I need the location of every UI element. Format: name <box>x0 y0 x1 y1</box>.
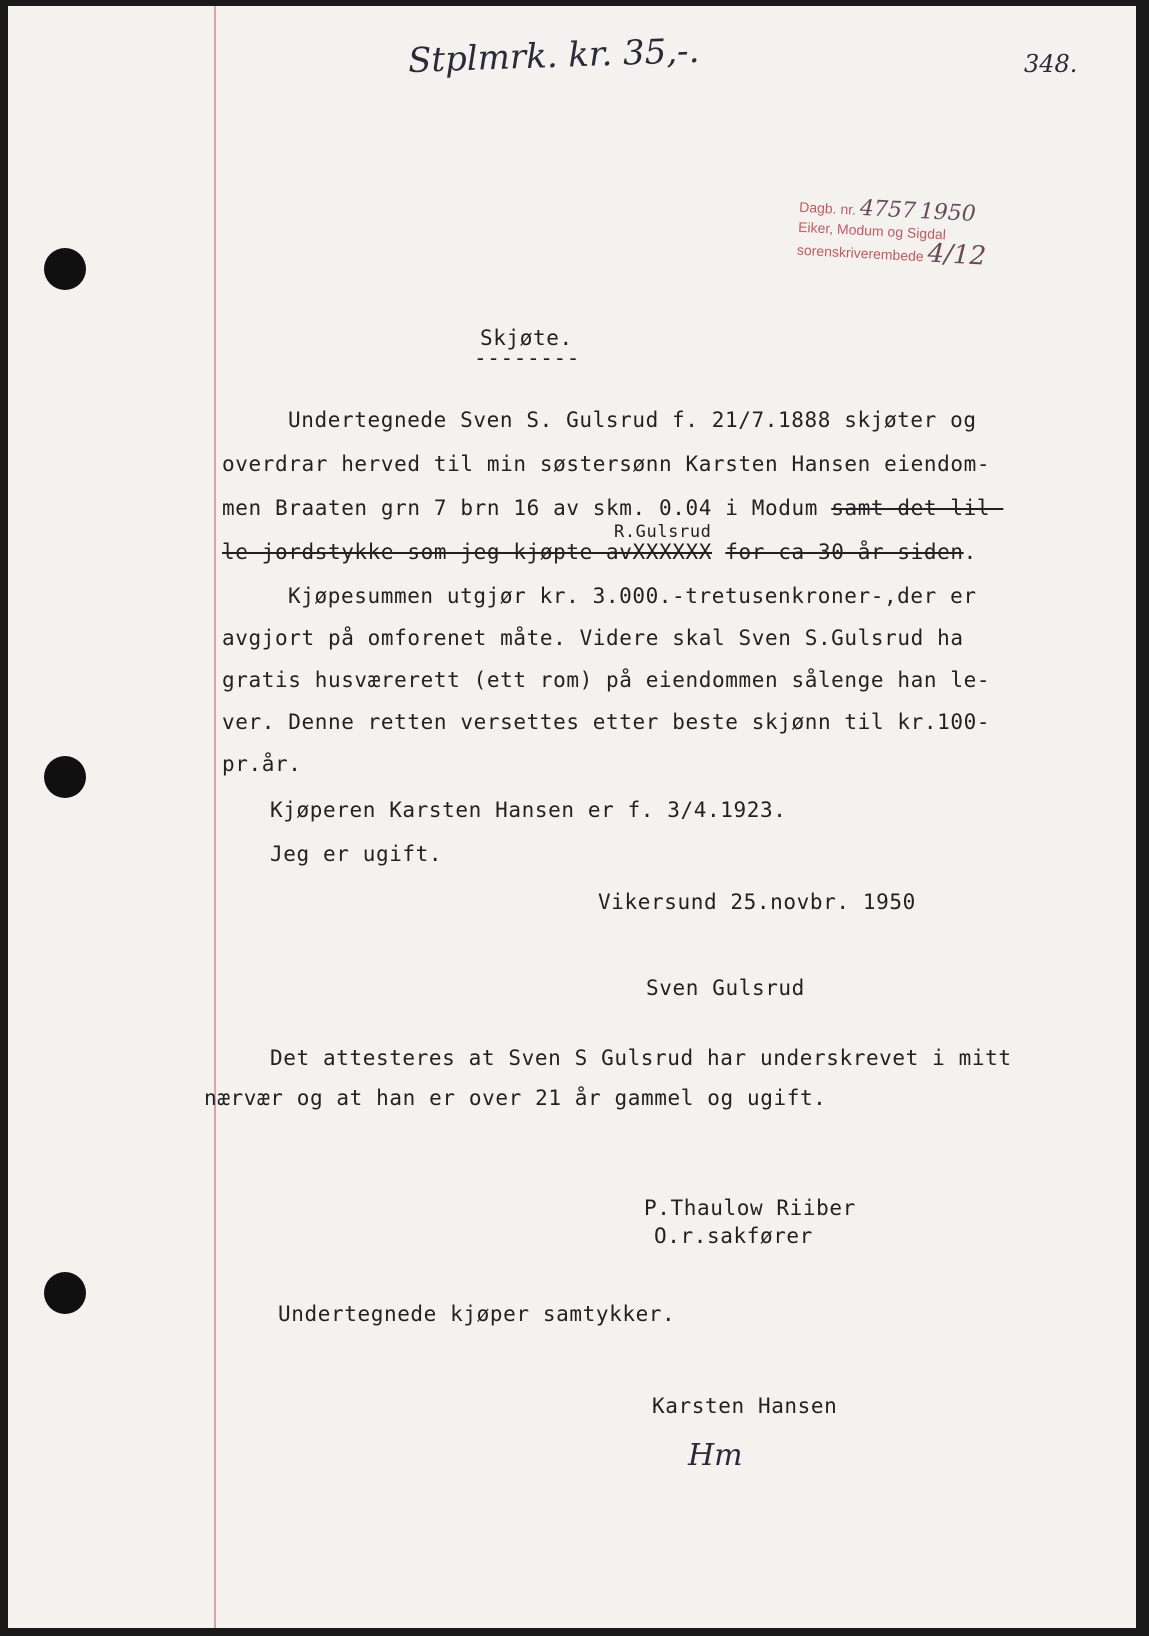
stamp-year: 1950 <box>919 199 977 227</box>
struck-text: samt det lil- <box>831 496 1004 520</box>
para1-line3-text: men Braaten grn 7 brn 16 av skm. 0.04 i Modum <box>222 496 818 520</box>
punch-hole <box>44 756 86 798</box>
stamp-office-line2: sorenskriverembede <box>796 241 925 265</box>
para2-line3: gratis husværerett (ett rom) på eiendommen sålenge han le- <box>222 668 991 692</box>
struck-text: le jordstykke som jeg kjøpte av <box>222 540 633 564</box>
buyer-signature: Karsten Hansen <box>652 1394 838 1418</box>
para2-line5: pr.år. <box>222 752 302 776</box>
stamp-office-line1: Eiker, Modum og Sigdal <box>797 218 947 243</box>
document-page <box>8 6 1136 1628</box>
punch-hole <box>44 1272 86 1314</box>
para1-end: . <box>963 540 977 564</box>
para1-line4 <box>222 540 977 564</box>
witness-name: P.Thaulow Riiber <box>644 1196 856 1220</box>
stamp-duty-note: Stplmrk. kr. 35,-. <box>407 30 701 82</box>
handwritten-initials: Hm <box>688 1438 743 1473</box>
attestation-line2: nærvær og at han er over 21 år gammel og ugift. <box>204 1086 827 1110</box>
page-number: 348. <box>1024 50 1078 78</box>
para2-line1: Kjøpesummen utgjør kr. 3.000.-tretusenkroner-,der er <box>288 584 977 608</box>
para1-line3 <box>222 496 1003 520</box>
para2-line2: avgjort på omforenet måte. Videre skal Sven S.Gulsrud ha <box>222 626 964 650</box>
punch-hole <box>44 248 86 290</box>
margin-rule <box>214 6 216 1628</box>
stamp-number: 4757 <box>859 195 917 224</box>
para2-line4: ver. Denne retten versettes etter beste skjønn til kr.100- <box>222 710 991 734</box>
place-date: Vikersund 25.novbr. 1950 <box>598 890 916 914</box>
stamp-label: Dagb. nr. <box>798 198 857 218</box>
buyer-birth: Kjøperen Karsten Hansen er f. 3/4.1923. <box>270 798 787 822</box>
stamp-date: 4/12 <box>926 238 987 272</box>
title-underline: -------- <box>474 346 580 370</box>
struck-text: for ca 30 år siden <box>725 540 964 564</box>
attestation-line1: Det attesteres at Sven S Gulsrud har underskrevet i mitt <box>270 1046 1012 1070</box>
marital-status: Jeg er ugift. <box>270 842 443 866</box>
document-title: Skjøte. <box>480 326 573 350</box>
witness-title: O.r.sakfører <box>654 1224 813 1248</box>
para1-line1: Undertegnede Sven S. Gulsrud f. 21/7.1888 skjøter og <box>288 408 977 432</box>
insertion-text: R.Gulsrud <box>614 522 712 542</box>
struck-name: XXXXXX <box>632 540 713 564</box>
seller-signature: Sven Gulsrud <box>646 976 805 1000</box>
buyer-consent: Undertegnede kjøper samtykker. <box>278 1302 676 1326</box>
registration-stamp <box>796 196 1039 272</box>
para1-line2: overdrar herved til min søstersønn Karsten Hansen eiendom- <box>222 452 991 476</box>
